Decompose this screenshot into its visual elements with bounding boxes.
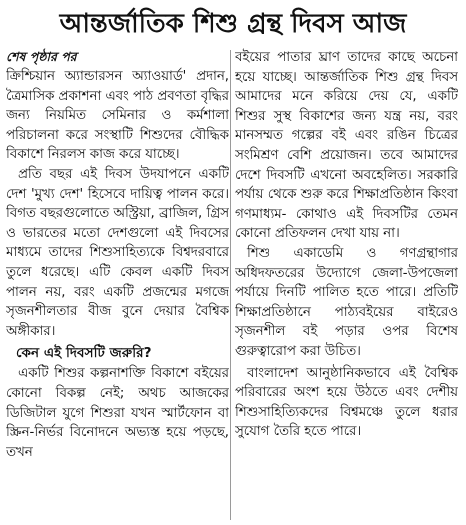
- left-paragraph-2: প্রতি বছর এই দিবস উদযাপনে একটি দেশ 'মুখ্য দেশ' হিসেবে দায়িত্ব পালন করে। বিগত বছরগুলোতে অস্ট্রিয়া, ব্রাজিল, গ্রিস ও ভারতের মতো দেশগুলো এই দিবসের মাধ্যমে তাদের শিশুসাহিত্যকে বিশ্বদরবারে তুলে ধরেছে। এটি কেবল একটি দিবস পালন নয়, বরং একটি প্রজন্মের মগজে সৃজনশীলতার বীজ বুনে দেয়ার বৈশ্বিক অঙ্গীকার।: [6, 166, 229, 339]
- right-paragraph-3: বাংলাদেশ আনুষ্ঠানিকভাবে এই বৈশ্বিক পরিবারের অংশ হয়ে উঠতে এবং দেশীয় শিশুসাহিত্যিকদের বিশ্বমঞ্চে তুলে ধরার সুযোগ তৈরি হতে পারে।: [235, 365, 458, 440]
- right-paragraph-1: বইয়ের পাতার ঘ্রাণ তাদের কাছে অচেনা হয়ে যাচ্ছে। আন্তর্জাতিক শিশু গ্রন্থ দিবস আমাদের মনে করিয়ে দেয় যে, একটি শিশুর সুস্থ বিকাশের জন্য যন্ত্র নয়, বরং মানসম্মত গল্পের বই এবং রঙিন চিত্রের সংমিশ্রণ বেশি প্রয়োজন। তবে আমাদের দেশে দিবসটি এখনো অবহেলিত। সরকারি পর্যায় থেকে শুরু করে শিক্ষাপ্রতিষ্ঠান কিংবা গণমাধ্যম- কোথাও এই দিবসটির তেমন কোনো প্রতিফলন দেখা যায় না।: [235, 50, 458, 242]
- column-divider: [230, 50, 231, 520]
- left-column: [6, 48, 229, 522]
- left-paragraph-1: ক্রিশ্চিয়ান অ্যান্ডারসন অ্যাওয়ার্ড' প্রদান, ত্রৈমাসিক প্রকাশনা এবং পাঠ প্রবণতা বৃদ্ধির জন্য নিয়মিত সেমিনার ও কর্মশালা পরিচালনা করে সংস্থাটি শিশুদের বৌদ্ধিক বিকাশে নিরলস কাজ করে যাচ্ছে।: [6, 69, 229, 163]
- continued-from-label: শেষ পৃষ্ঠার পর: [6, 49, 77, 64]
- right-paragraph-2: শিশু একাডেমি ও গণগ্রন্থাগার অধিদফতরের উদ্যোগে জেলা-উপজেলা পর্যায়ে দিনটি পালিত হতে পারে। প্রতিটি শিক্ষাপ্রতিষ্ঠানে পাঠ্যবইয়ের বাইরেও সৃজনশীল বই পড়ার ওপর বিশেষ গুরুত্বারোপ করা উচিত।: [235, 245, 458, 359]
- article-headline: আন্তর্জাতিক শিশু গ্রন্থ দিবস আজ: [59, 9, 407, 39]
- right-column: [235, 48, 458, 522]
- section-subheading: কেন এই দিবসটি জরুরি?: [16, 345, 152, 362]
- left-paragraph-3: একটি শিশুর কল্পনাশক্তি বিকাশে বইয়ের কোনো বিকল্প নেই; অথচ আজকের ডিজিটাল যুগে শিশুরা যখন স্মার্টফোন বা স্ক্রিন-নির্ভর বিনোদনে অভ্যস্ত হয়ে পড়ছে, তখন: [6, 366, 229, 460]
